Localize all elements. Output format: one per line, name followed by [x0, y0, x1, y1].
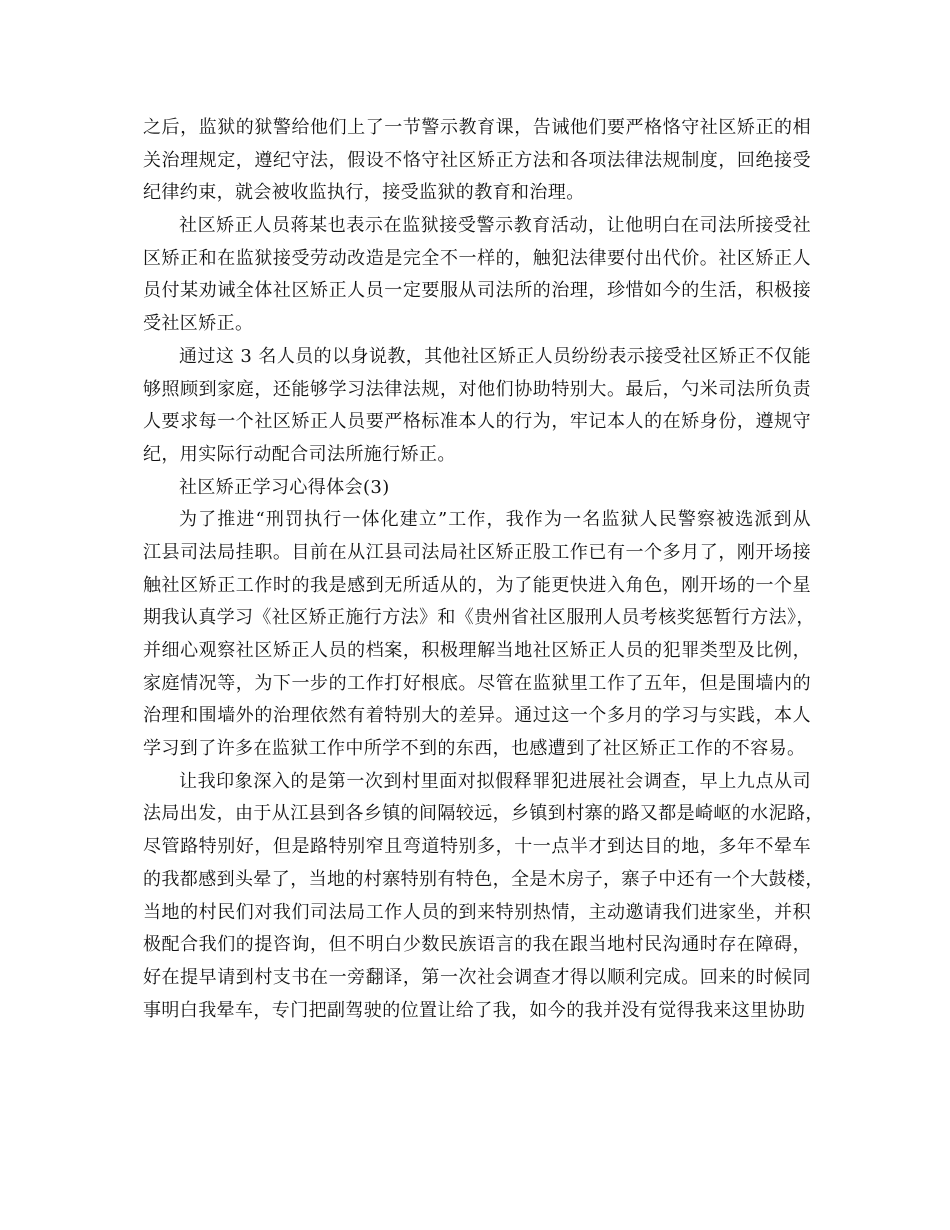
text-line: 人要求每一个社区矫正人员要严格标准本人的行为，牢记本人的在矫身份，遵规守	[143, 411, 811, 433]
text-line: 期我认真学习《社区矫正施行方法》和《贵州省社区服刑人员考核奖惩暂行方法》，	[143, 607, 815, 629]
text-line: 纪，用实际行动配合司法所施行矫正。	[143, 443, 456, 465]
text-line: 学习到了许多在监狱工作中所学不到的东西，也感遭到了社区矫正工作的不容易。	[143, 738, 806, 760]
text-line: 员付某劝诫全体社区矫正人员一定要服从司法所的治理，珍惜如今的生活，积极接	[143, 280, 811, 302]
paragraph-p2	[143, 210, 811, 341]
text-line: 通过这 3 名人员的以身说教，其他社区矫正人员纷纷表示接受社区矫正不仅能	[179, 345, 811, 367]
text-line: 极配合我们的提咨询，但不明白少数民族语言的我在跟当地村民沟通时存在障碍，	[143, 934, 811, 956]
paragraph-p1	[143, 112, 811, 210]
text-line: 触社区矫正工作时的我是感到无所适从的，为了能更快进入角色，刚开场的一个星	[143, 574, 811, 596]
text-line: 当地的村民们对我们司法局工作人员的到来特别热情，主动邀请我们进家坐，并积	[143, 901, 811, 923]
text-line: 关治理规定，遵纪守法，假设不恪守社区矫正方法和各项法律法规制度，回绝接受	[143, 149, 811, 171]
text-line: 让我印象深入的是第一次到村里面对拟假释罪犯进展社会调查，早上九点从司	[179, 770, 811, 792]
document-body	[143, 112, 824, 1027]
text-line: 并细心观察社区矫正人员的档案，积极理解当地社区矫正人员的犯罪类型及比例，	[143, 640, 811, 661]
text-line: 尽管路特别好，但是路特别窄且弯道特别多，十一点半才到达目的地，多年不晕车	[143, 836, 811, 858]
text-line: 好在提早请到村支书在一旁翻译，第一次社会调查才得以顺利完成。回来的时候同	[143, 966, 811, 988]
text-line: 为了推进“刑罚执行一体化建立”工作，我作为一名监狱人民警察被选派到从	[179, 509, 811, 531]
text-line: 事明白我晕车，专门把副驾驶的位置让给了我，如今的我并没有觉得我来这里协助	[143, 999, 806, 1021]
text-line: 社区矫正学习心得体会(3)	[179, 476, 390, 498]
paragraph-p4	[143, 472, 811, 505]
paragraph-p5	[143, 504, 815, 766]
text-line: 江县司法局挂职。目前在从江县司法局社区矫正股工作已有一个多月了，刚开场接	[143, 541, 811, 563]
text-line: 社区矫正人员蒋某也表示在监狱接受警示教育活动，让他明白在司法所接受社	[179, 215, 811, 237]
text-line: 区矫正和在监狱接受劳动改造是完全不一样的，触犯法律要付出代价。社区矫正人	[143, 247, 811, 269]
text-line: 之后，监狱的狱警给他们上了一节警示教育课，告诫他们要严格恪守社区矫正的相	[143, 117, 811, 138]
text-line: 法局出发，由于从江县到各乡镇的间隔较远，乡镇到村寨的路又都是崎岖的水泥路，	[143, 803, 824, 825]
paragraph-p3	[143, 341, 811, 472]
text-line: 够照顾到家庭，还能够学习法律法规，对他们协助特别大。最后，勺米司法所负责	[143, 378, 811, 400]
paragraph-p6	[143, 766, 824, 1028]
text-line: 治理和围墙外的治理依然有着特别大的差异。通过这一个多月的学习与实践，本人	[143, 705, 811, 727]
text-line: 受社区矫正。	[143, 313, 254, 335]
text-line: 纪律约束，就会被收监执行，接受监狱的教育和治理。	[143, 182, 585, 204]
text-line: 家庭情况等，为下一步的工作打好根底。尽管在监狱里工作了五年，但是围墙内的	[143, 672, 811, 694]
text-line: 的我都感到头晕了，当地的村寨特别有特色，全是木房子，寨子中还有一个大鼓楼，	[143, 868, 824, 890]
